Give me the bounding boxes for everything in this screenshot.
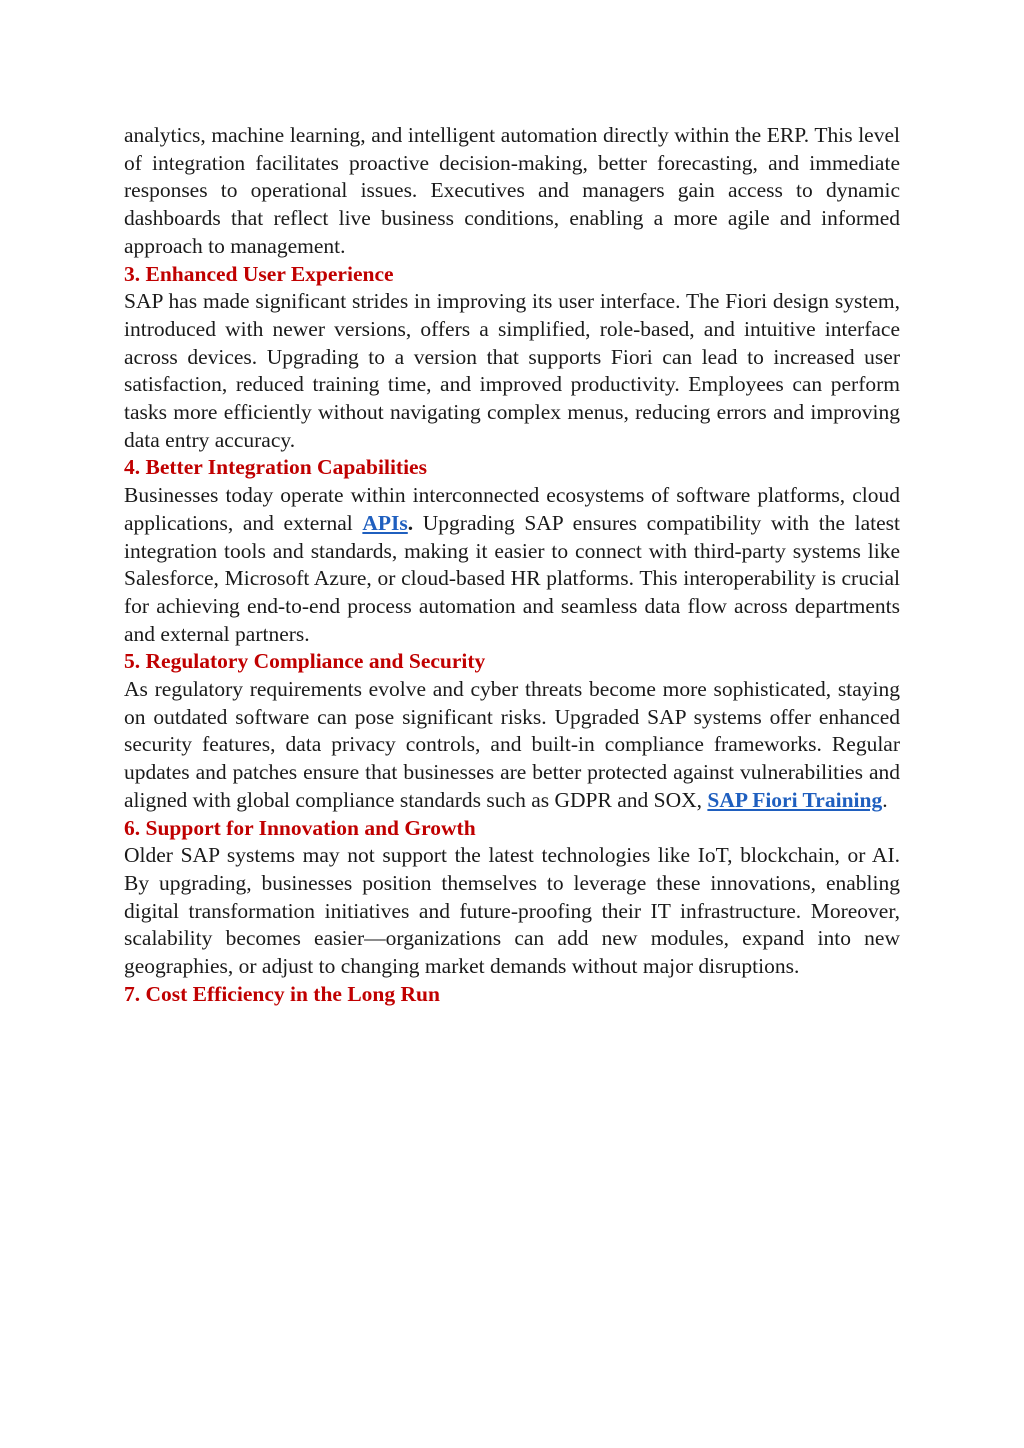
paragraph-compliance-text-1: As regulatory requirements evolve and cyber threats become more sophisticated, staying on outdated software can pose significant risks. Upgraded SAP systems offer enhanced security features, data privacy controls, and built-in compliance frameworks. Regular updates and patches ensure that businesses are better protected against vulnerabilities and aligned with global compliance standards such as GDPR and SOX, — [124, 677, 900, 812]
paragraph-integration — [124, 482, 900, 648]
paragraph-innovation: Older SAP systems may not support the latest technologies like IoT, blockchain, or AI. By upgrading, businesses position themselves to leverage these innovations, enabling digital transformation initiatives and future-proofing their IT infrastructure. Moreover, scalability becomes easier—organizations can add new modules, expand into new geographies, or adjust to changing market demands without major disruptions. — [124, 843, 900, 979]
sap-fiori-training-link[interactable]: SAP Fiori Training — [707, 787, 883, 812]
paragraph-integration-text-2: Upgrading SAP ensures compatibility with the latest integration tools and standards, making it easier to connect with third-party systems like Salesforce, Microsoft Azure, or cloud-based HR platforms. This interoperability is crucial for achieving end-to-end process automation and seamless data flow across departments and external partners. — [124, 510, 900, 646]
paragraph-integration-text-1: Businesses today operate within interconnected ecosystems of software platforms, cloud applications, and external — [124, 483, 900, 535]
paragraph-user-experience: SAP has made significant strides in improving its user interface. The Fiori design system, introduced with newer versions, offers a simplified, role-based, and intuitive interface across devices. Upgrading to a version that supports Fiori can lead to increased user satisfaction, reduced training time, and improved productivity. Employees can perform tasks more efficiently without navigating complex menus, reducing errors and improving data entry accuracy. — [124, 289, 900, 452]
intro-paragraph: analytics, machine learning, and intelligent automation directly within the ERP. This level of integration facilitates proactive decision-making, better forecasting, and immediate responses to operational issues. Executives and managers gain access to dynamic dashboards that reflect live business conditions, enabling a more agile and informed approach to management. — [124, 123, 900, 258]
paragraph-compliance — [124, 676, 900, 815]
paragraph-compliance-text-2: . — [882, 787, 888, 812]
section-heading-compliance: 5. Regulatory Compliance and Security — [124, 649, 486, 674]
document-page — [124, 122, 900, 1009]
apis-link-period: . — [407, 510, 414, 535]
apis-link[interactable]: APIs — [362, 510, 408, 535]
section-heading-innovation: 6. Support for Innovation and Growth — [124, 815, 476, 840]
section-heading-integration: 4. Better Integration Capabilities — [124, 455, 427, 480]
section-heading-cost-efficiency: 7. Cost Efficiency in the Long Run — [124, 981, 440, 1006]
section-heading-user-experience: 3. Enhanced User Experience — [124, 261, 394, 286]
